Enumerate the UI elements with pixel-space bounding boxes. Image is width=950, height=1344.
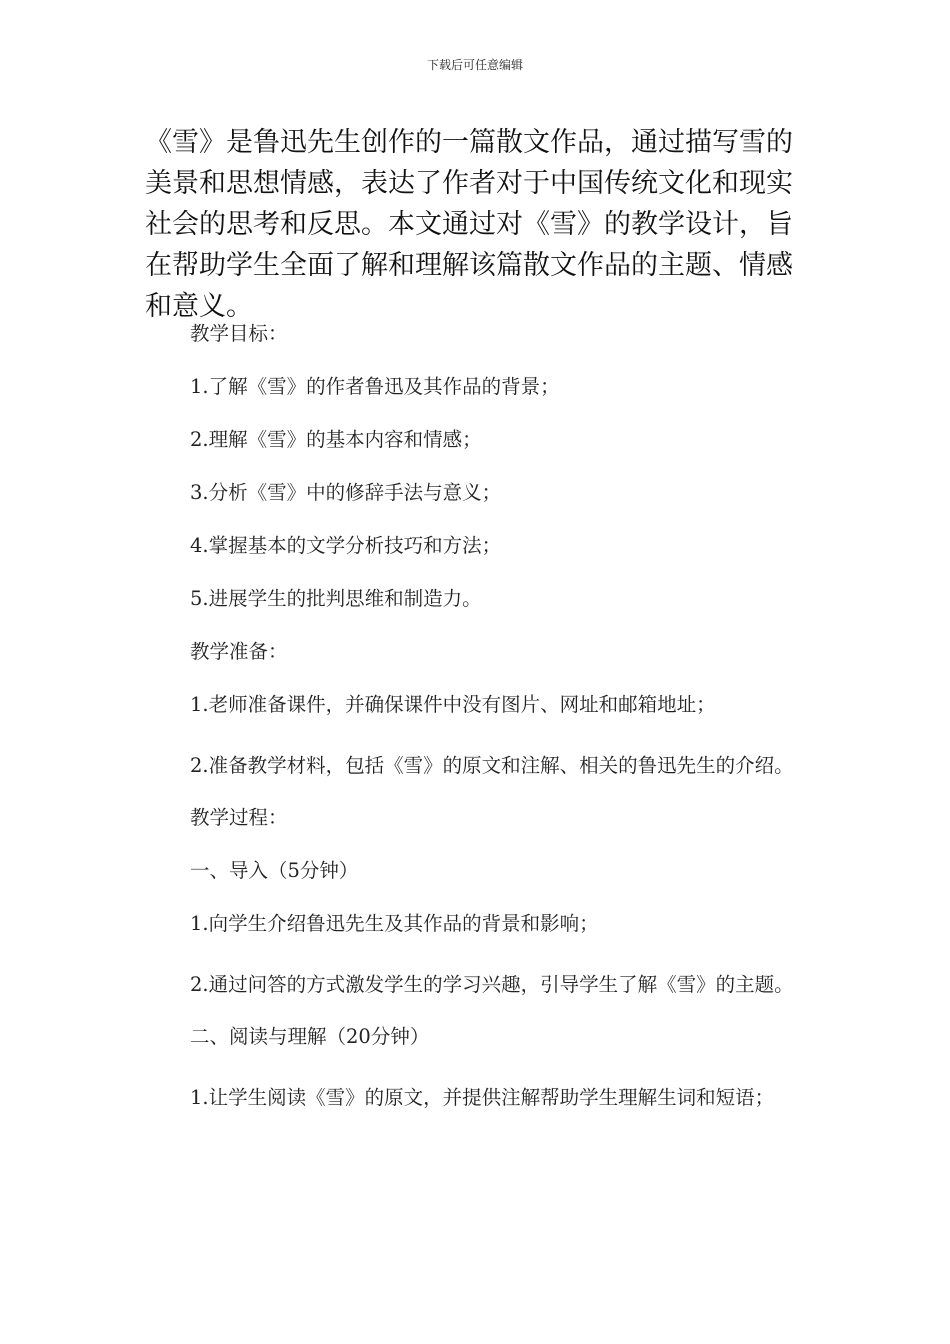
document-body [145, 320, 810, 1136]
process-item: 1.向学生介绍鲁迅先生及其作品的背景和影响； [190, 912, 599, 935]
objective-item: 1.了解《雪》的作者鲁迅及其作品的背景； [190, 375, 560, 398]
section-heading-process: 教学过程： [190, 806, 288, 829]
section-heading-objectives: 教学目标： [190, 322, 288, 345]
objective-item: 2.理解《雪》的基本内容和情感； [190, 428, 482, 451]
process-item: 1.让学生阅读《雪》的原文，并提供注解帮助学生理解生词和短语； [190, 1086, 775, 1109]
preparation-item: 2.准备教学材料，包括《雪》的原文和注解、相关的鲁迅先生的介绍。 [190, 754, 794, 777]
section-heading-preparation: 教学准备： [190, 640, 288, 663]
page-header-note: 下载后可任意编辑 [426, 58, 523, 72]
process-step-heading: 一、导入（5分钟） [190, 859, 359, 882]
objective-item: 3.分析《雪》中的修辞手法与意义； [190, 481, 502, 504]
lead-paragraph: 《雪》是鲁迅先生创作的一篇散文作品，通过描写雪的美景和思想情感，表达了作者对于中国传统文化和现实社会的思考和反思。本文通过对《雪》的教学设计，旨在帮助学生全面了解和理解该篇散文作品的主题、情感和意义。 [145, 127, 793, 322]
process-item: 2.通过问答的方式激发学生的学习兴趣，引导学生了解《雪》的主题。 [190, 973, 794, 996]
process-step-heading: 二、阅读与理解（20分钟） [190, 1025, 430, 1048]
objective-item: 4.掌握基本的文学分析技巧和方法； [190, 534, 502, 557]
preparation-item: 1.老师准备课件，并确保课件中没有图片、网址和邮箱地址； [190, 693, 716, 716]
objective-item: 5.进展学生的批判思维和制造力。 [190, 587, 482, 610]
